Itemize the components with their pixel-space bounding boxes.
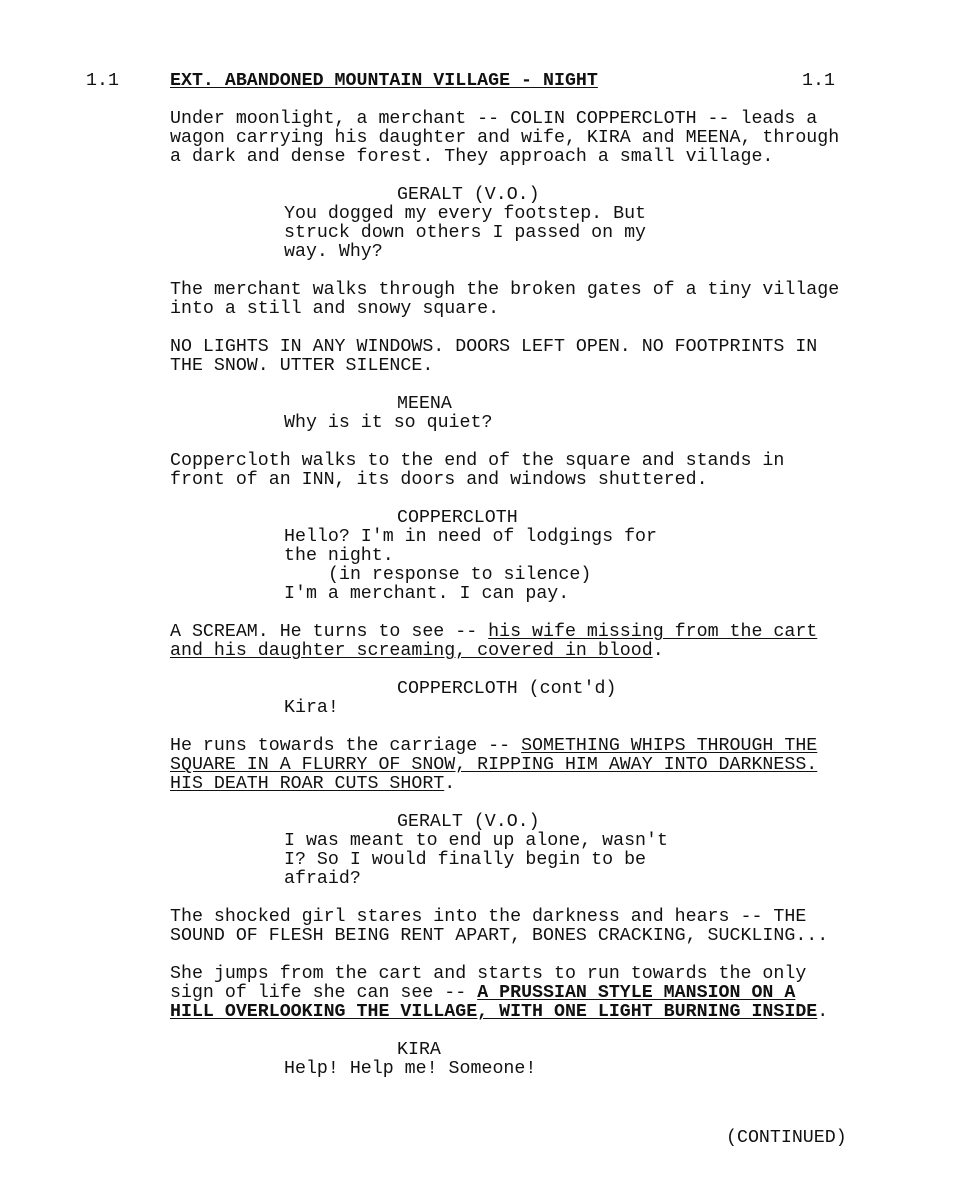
dialogue-line: I? So I would finally begin to be xyxy=(284,850,647,870)
dialogue-line: I'm a merchant. I can pay. xyxy=(284,584,570,604)
parenthetical: (in response to silence) xyxy=(328,565,592,585)
dialogue-line: afraid? xyxy=(284,869,361,889)
action-line xyxy=(170,338,817,357)
action-line xyxy=(170,756,817,775)
continued-marker: (CONTINUED) xyxy=(726,1128,847,1148)
action-text: SOUND OF FLESH BEING RENT APART, BONES CRACKING, SUCKLING... xyxy=(170,926,829,946)
action-line xyxy=(170,927,828,946)
action-text: Under moonlight, a merchant -- COLIN COPPERCLOTH -- leads a xyxy=(170,109,818,129)
action-text: a dark and dense forest. They approach a small village. xyxy=(170,147,774,167)
action-line xyxy=(170,452,784,471)
character-cue: MEENA xyxy=(397,394,452,414)
action-text: The shocked girl stares into the darkness and hears -- THE xyxy=(170,907,807,927)
action-text: THE SNOW. UTTER SILENCE. xyxy=(170,356,434,376)
action-text: . xyxy=(652,641,664,661)
action-line xyxy=(170,300,499,319)
action-text: sign of life she can see -- xyxy=(170,983,478,1003)
action-text: NO LIGHTS IN ANY WINDOWS. DOORS LEFT OPEN. NO FOOTPRINTS IN xyxy=(170,337,818,357)
character-cue: COPPERCLOTH xyxy=(397,508,518,528)
action-line xyxy=(170,908,806,927)
action-line xyxy=(170,984,795,1003)
action-text: Coppercloth walks to the end of the square and stands in xyxy=(170,451,785,471)
action-line xyxy=(170,129,839,148)
action-line xyxy=(170,737,817,756)
action-text: SQUARE IN A FLURRY OF SNOW, RIPPING HIM AWAY INTO DARKNESS. xyxy=(170,755,818,775)
action-line xyxy=(170,965,806,984)
dialogue-line: struck down others I passed on my xyxy=(284,223,647,243)
action-text: The merchant walks through the broken gates of a tiny village xyxy=(170,280,840,300)
character-cue: COPPERCLOTH (cont'd) xyxy=(397,679,617,699)
dialogue-line: Help! Help me! Someone! xyxy=(284,1059,537,1079)
action-text: front of an INN, its doors and windows shuttered. xyxy=(170,470,708,490)
action-text: SOMETHING WHIPS THROUGH THE xyxy=(521,736,818,756)
action-line xyxy=(170,357,433,376)
action-line xyxy=(170,110,817,129)
action-text: HILL OVERLOOKING THE VILLAGE, WITH ONE LIGHT BURNING INSIDE xyxy=(170,1002,818,1022)
dialogue-line: Hello? I'm in need of lodgings for xyxy=(284,527,657,547)
action-line xyxy=(170,775,455,794)
action-text: A SCREAM. He turns to see -- xyxy=(170,622,489,642)
action-text: into a still and snowy square. xyxy=(170,299,500,319)
dialogue-line: You dogged my every footstep. But xyxy=(284,204,647,224)
dialogue-line: Why is it so quiet? xyxy=(284,413,493,433)
scene-number-left: 1.1 xyxy=(86,71,119,91)
action-text: his wife missing from the cart xyxy=(488,622,818,642)
action-line xyxy=(170,281,839,300)
action-text: wagon carrying his daughter and wife, KIRA and MEENA, through xyxy=(170,128,840,148)
character-cue: GERALT (V.O.) xyxy=(397,185,540,205)
action-line xyxy=(170,623,817,642)
dialogue-line: Kira! xyxy=(284,698,339,718)
action-line xyxy=(170,1003,828,1022)
action-text: . xyxy=(817,1002,829,1022)
action-text: . xyxy=(444,774,456,794)
scene-heading: EXT. ABANDONED MOUNTAIN VILLAGE - NIGHT xyxy=(170,71,598,91)
dialogue-line: the night. xyxy=(284,546,394,566)
action-text: He runs towards the carriage -- xyxy=(170,736,522,756)
action-line xyxy=(170,642,664,661)
action-line xyxy=(170,471,708,490)
character-cue: KIRA xyxy=(397,1040,441,1060)
action-text: A PRUSSIAN STYLE MANSION ON A xyxy=(477,983,796,1003)
dialogue-line: I was meant to end up alone, wasn't xyxy=(284,831,668,851)
scene-number-right: 1.1 xyxy=(802,71,835,91)
character-cue: GERALT (V.O.) xyxy=(397,812,540,832)
action-text: HIS DEATH ROAR CUTS SHORT xyxy=(170,774,445,794)
action-text: and his daughter screaming, covered in blood xyxy=(170,641,653,661)
action-text: She jumps from the cart and starts to run towards the only xyxy=(170,964,807,984)
action-line xyxy=(170,148,773,167)
dialogue-line: way. Why? xyxy=(284,242,383,262)
